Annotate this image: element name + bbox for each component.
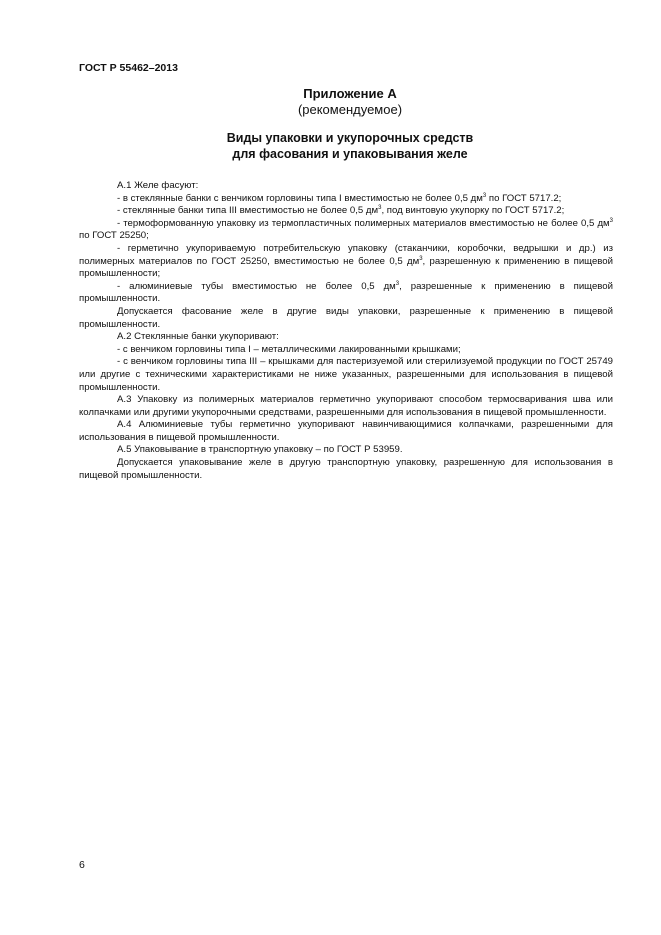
paragraph: А.3 Упаковку из полимерных материалов герметично укупоривают способом термосваривания шва или колпачками или другими укупорочными средствами, разрешенными для использования в пищевой промышленности. <box>79 394 613 418</box>
section-title-line-2: для фасования и упаковывания желе <box>232 147 468 161</box>
paragraph: А.5 Упаковывание в транспортную упаковку – по ГОСТ Р 53959. <box>117 444 403 456</box>
document-body <box>79 180 613 482</box>
appendix-status: (рекомендуемое) <box>297 102 403 117</box>
paragraph: - термоформованную упаковку из термопластичных полимерных материалов вместимостью не более 0,5 $дм^3$ по ГОСТ 25250; <box>79 217 613 242</box>
section-title-line-1: Виды упаковки и укупорочных средств <box>226 131 474 145</box>
page-number: 6 <box>79 859 85 871</box>
paragraph: - с венчиком горловины типа III – крышками для пастеризуемой или стерилизуемой продукции по ГОСТ 25749 или другие с техническими характеристиками не ниже указанных, разрешенными для использования в пищевой промышленности. <box>79 356 613 393</box>
document-header: ГОСТ Р 55462–2013 <box>79 62 178 74</box>
paragraph: А.1 Желе фасуют: <box>117 180 199 191</box>
paragraph: - стеклянные банки типа III вместимостью не более 0,5 $дм^3$, под винтовую укупорку по ГОСТ 5717.2; <box>117 205 565 217</box>
appendix-heading: Приложение А <box>303 86 397 101</box>
paragraph: А.2 Стеклянные банки укупоривают: <box>117 331 279 343</box>
section-title <box>180 130 520 162</box>
paragraph: - в стеклянные банки с венчиком горловины типа I вместимостью не более 0,5 $дм^3$ по ГОСТ 5717.2; <box>117 192 562 204</box>
paragraph: - герметично укупориваемую потребительскую упаковку (стаканчики, коробочки, ведрышки и др.) из полимерных материалов по ГОСТ 25250, вместимостью не более 0,5 $дм^3$, разрешенную к применению в пищевой промышленности; <box>79 242 613 280</box>
paragraph: - алюминиевые тубы вместимостью не более 0,5 $дм^3$, разрешенные к применению в пищевой промышленности. <box>79 280 613 305</box>
appendix-title <box>180 86 520 118</box>
paragraph: А.4 Алюминиевые тубы герметично укупоривают навинчивающимися колпачками, разрешенными для использования в пищевой промышленности. <box>79 419 613 443</box>
paragraph: - с венчиком горловины типа I – металлическими лакированными крышками; <box>117 343 461 355</box>
paragraph: Допускается фасование желе в другие виды упаковки, разрешенные к применению в пищевой промышленности. <box>79 305 613 330</box>
paragraph: Допускается упаковывание желе в другую транспортную упаковку, разрешенную для использования в пищевой промышленности. <box>79 457 613 481</box>
